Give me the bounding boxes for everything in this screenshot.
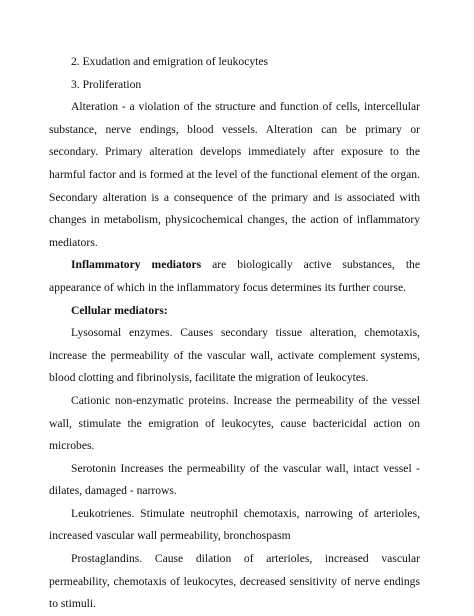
document-body: [49, 51, 420, 616]
entry-cationic-proteins: Cationic non-enzymatic proteins. Increase the permeability of the vessel wall, stimulate the emigration of leukocytes, cause bactericidal action on microbes.: [49, 393, 420, 453]
list-item-proliferation: 3. Proliferation: [71, 77, 142, 91]
list-item-exudation: 2. Exudation and emigration of leukocytes: [71, 55, 269, 68]
entry-prostaglandins: Prostaglandins. Cause dilation of arterioles, increased vascular permeability, chemotaxis of leukocytes, decreased sensitivity of nerve endings to stimuli.: [49, 552, 420, 611]
alteration-paragraph: Alteration - a violation of the structure and function of cells, intercellular substance, nerve endings, blood vessels. Alteration can be primary or secondary. Primary alteration develops immediately after exposure to the harmful factor and is formed at the level of the functional element of the organ. Secondary alteration is a consequence of the primary and is associated with changes in metabolism, physicochemical changes, the action of inflammatory mediators.: [49, 100, 420, 249]
mediators-term: Inflammatory mediators: [71, 258, 202, 272]
entry-leukotrienes: Leukotrienes. Stimulate neutrophil chemotaxis, narrowing of arterioles, increased vascular wall permeability, bronchospasm: [49, 506, 420, 543]
cellular-mediators-heading: Cellular mediators:: [71, 303, 168, 317]
entry-lysosomal-enzymes: Lysosomal enzymes. Causes secondary tissue alteration, chemotaxis, increase the permeability of the vascular wall, activate complement systems, blood clotting and fibrinolysis, facilitate the migration of leukocytes.: [49, 326, 420, 385]
entry-serotonin: Serotonin Increases the permeability of the vascular wall, intact vessel - dilates, damaged - narrows.: [49, 461, 420, 498]
mediators-definition: are biologically active substances, the appearance of which in the inflammatory focus determines its further course.: [49, 258, 420, 294]
mediators-paragraph: [49, 254, 420, 299]
